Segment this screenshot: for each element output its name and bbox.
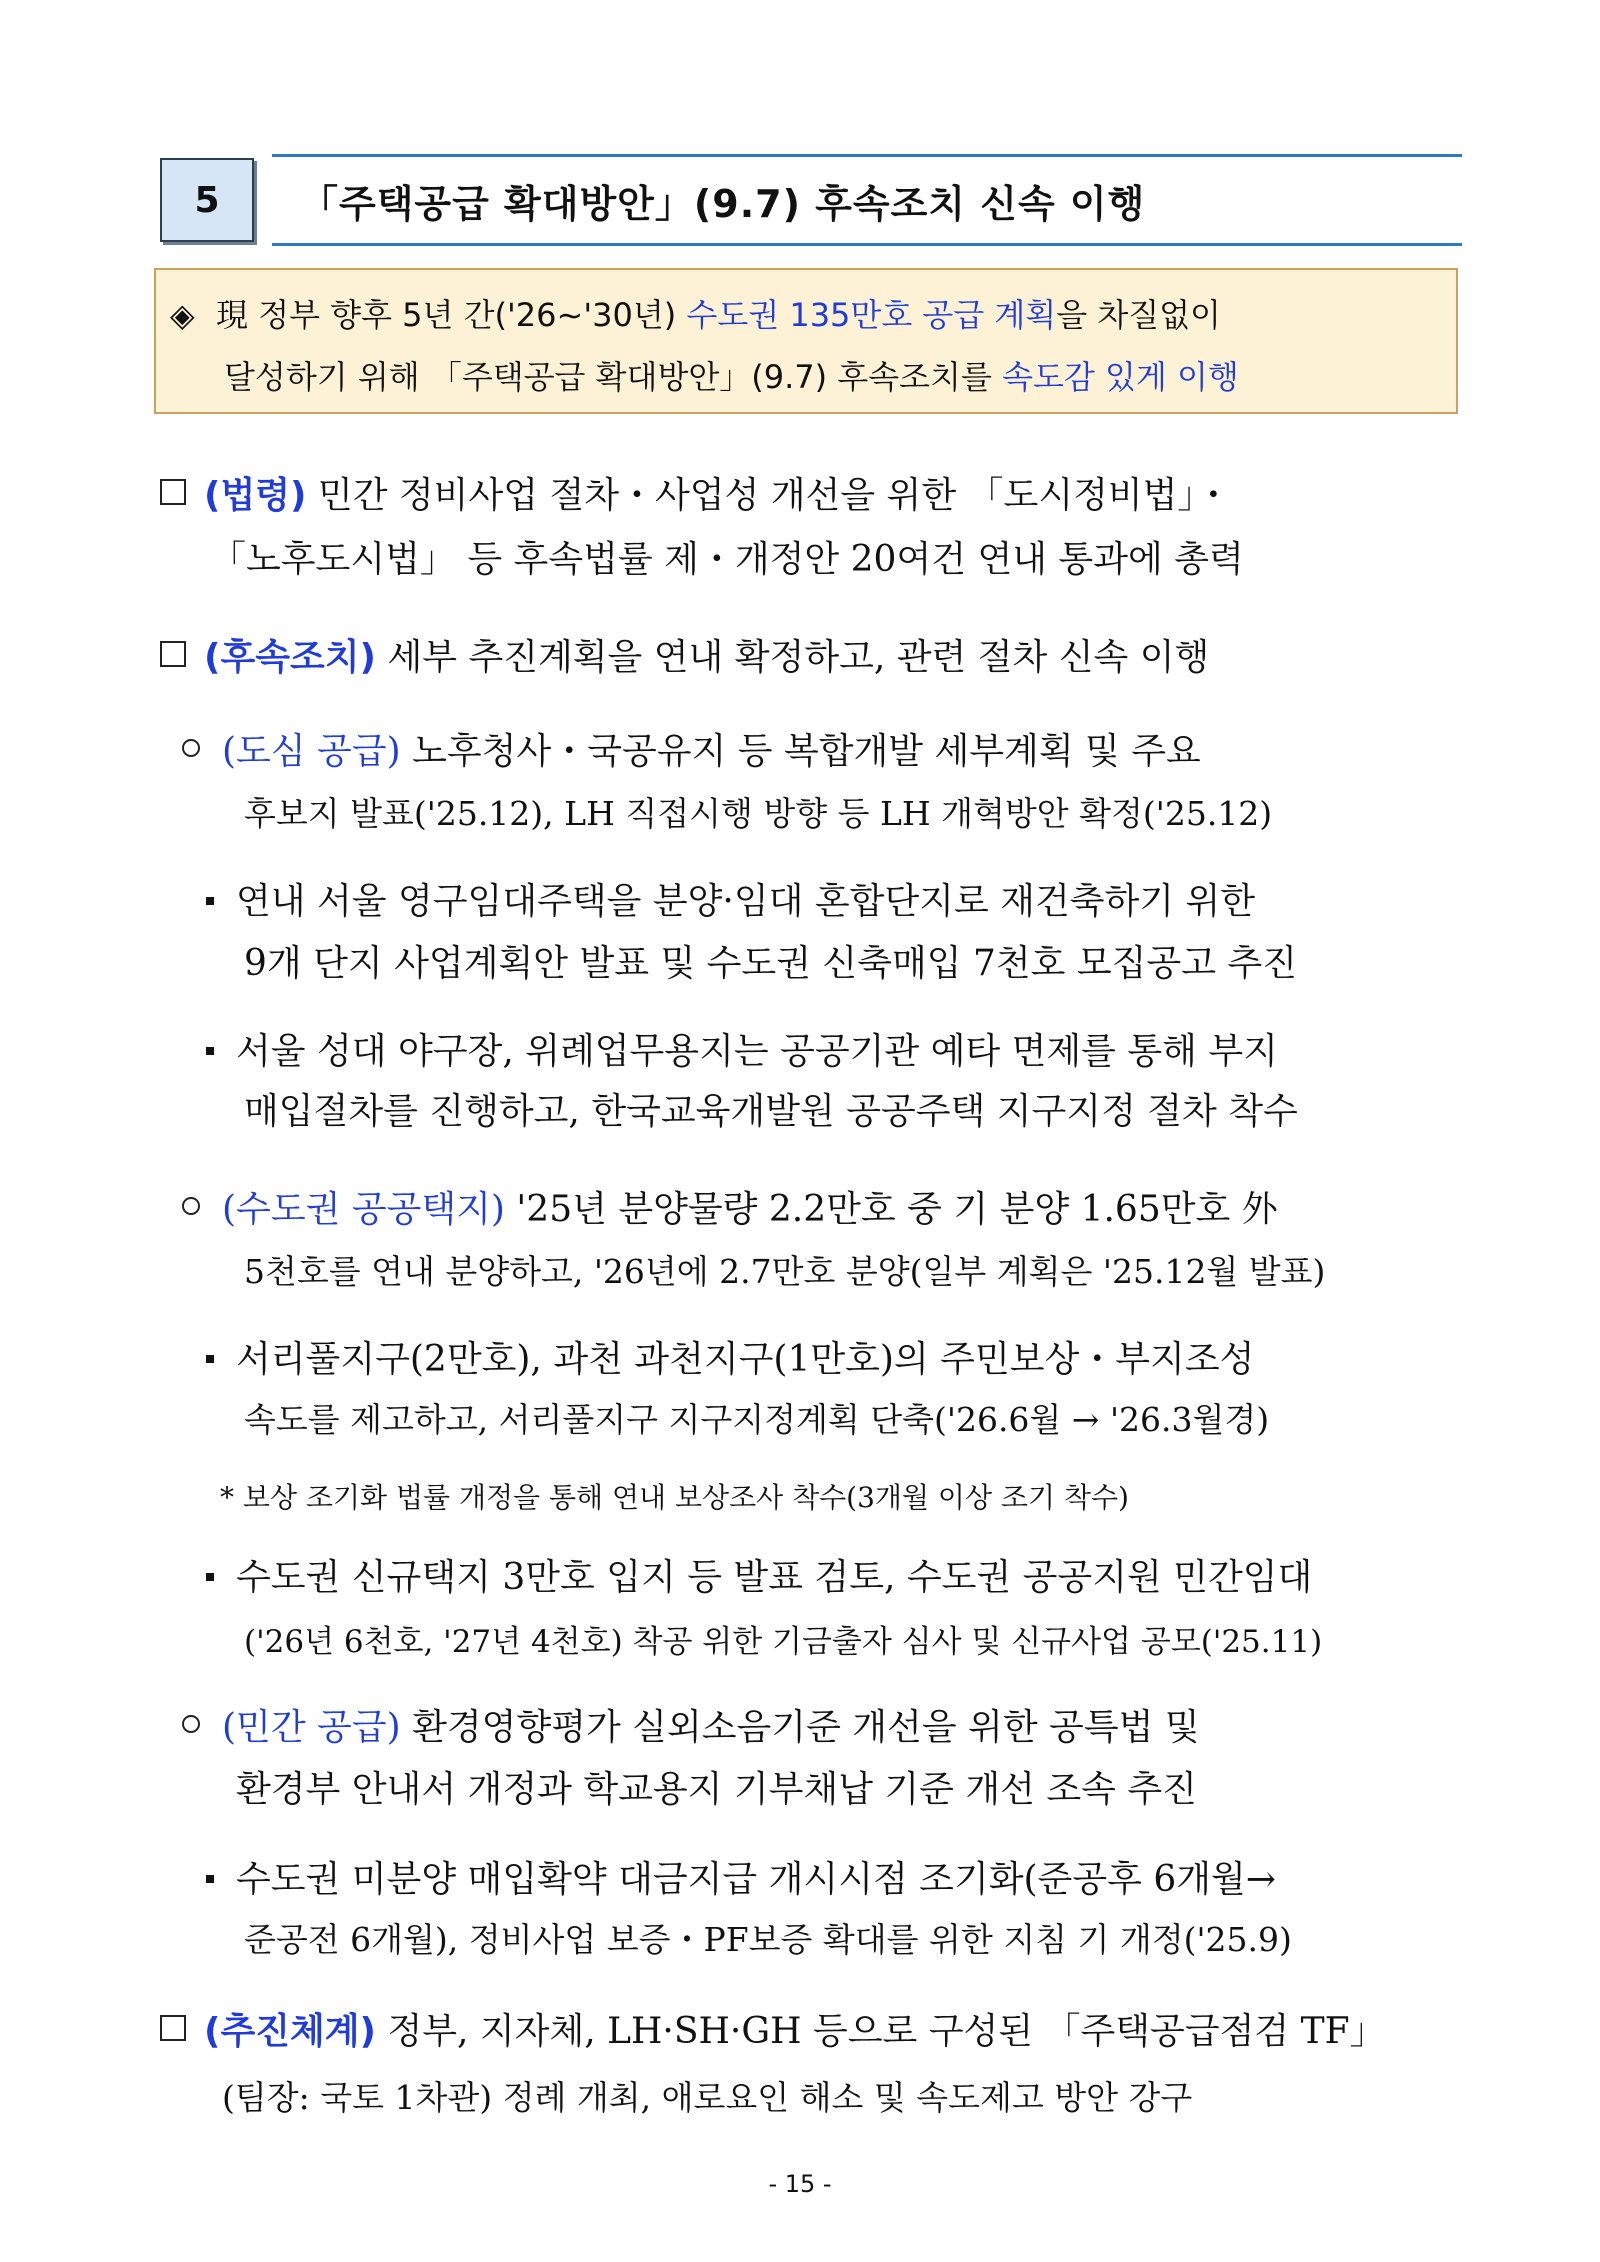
bullet-text: 수도권 신규택지 3만호 입지 등 발표 검토, 수도권 공공지원 민간임대 xyxy=(236,1557,1313,1598)
item-urban-line-2: 후보지 발표('25.12), LH 직접시행 방향 등 LH 개혁방안 확정('25.12) xyxy=(244,794,1273,833)
item-heading: (법령) xyxy=(204,475,307,516)
urban-bullet-1-line-1 xyxy=(206,880,1255,924)
private-bullet-1-line-2: 준공전 6개월), 정비사업 보증・PF보증 확대를 위한 지침 기 개정('25.9) xyxy=(244,1920,1292,1959)
square-dot-icon xyxy=(206,897,214,905)
bullet-text: 서리풀지구(2만호), 과천 과천지구(1만호)의 주민보상・부지조성 xyxy=(236,1339,1255,1380)
square-bullet-icon xyxy=(160,479,186,505)
item-capital-line-1 xyxy=(182,1188,1278,1232)
item-text: 정부, 지자체, LH·SH·GH 등으로 구성된 「주택공급점검 TF」 xyxy=(376,2011,1386,2052)
item-text: 민간 정비사업 절차・사업성 개선을 위한 「도시정비법」・ xyxy=(306,475,1232,516)
bullet-text: 연내 서울 영구임대주택을 분양·임대 혼합단지로 재건축하기 위한 xyxy=(236,881,1256,922)
summary-text: 現 정부 향후 5년 간('26∼'30년) xyxy=(216,296,687,334)
item-capital-line-2: 5천호를 연내 분양하고, '26년에 2.7만호 분양(일부 계획은 '25.12월 발표) xyxy=(244,1252,1326,1291)
urban-bullet-2-line-1 xyxy=(206,1030,1278,1074)
section-number-box xyxy=(160,158,254,242)
square-bullet-icon xyxy=(160,2015,186,2041)
summary-highlight: 수도권 135만호 공급 계획 xyxy=(686,296,1057,334)
section-number: 5 xyxy=(194,179,220,221)
capital-bullet-2-line-1 xyxy=(206,1556,1312,1600)
circle-bullet-icon xyxy=(182,1197,200,1215)
summary-line-1 xyxy=(170,290,1221,336)
item-system-line-2: (팀장: 국토 1차관) 정례 개최, 애로요인 해소 및 속도제고 방안 강구 xyxy=(222,2078,1193,2117)
item-heading: (후속조치) xyxy=(204,637,377,678)
private-bullet-1-line-1 xyxy=(206,1858,1276,1902)
circle-bullet-icon xyxy=(182,739,200,757)
item-text: 세부 추진계획을 연내 확정하고, 관련 절차 신속 이행 xyxy=(376,637,1210,678)
square-dot-icon xyxy=(206,1573,214,1581)
capital-bullet-2-line-2: ('26년 6천호, '27년 4천호) 착공 위한 기금출자 심사 및 신규사업 공모('25.11) xyxy=(244,1624,1323,1660)
circle-bullet-icon xyxy=(182,1715,200,1733)
square-dot-icon xyxy=(206,1875,214,1883)
capital-bullet-1-line-1 xyxy=(206,1338,1254,1382)
urban-bullet-1-line-2: 9개 단지 사업계획안 발표 및 수도권 신축매입 7천호 모집공고 추진 xyxy=(244,943,1297,984)
square-dot-icon xyxy=(206,1355,214,1363)
item-system-line-1 xyxy=(160,2010,1386,2054)
item-urban-line-1 xyxy=(182,730,1201,774)
item-law-line-1 xyxy=(160,474,1231,518)
capital-bullet-1-line-2: 속도를 제고하고, 서리풀지구 지구지정계획 단축('26.6월 → '26.3월경) xyxy=(244,1400,1270,1439)
summary-text: 달성하기 위해 「주택공급 확대방안」(9.7) 후속조치를 xyxy=(224,358,1003,396)
item-heading: (민간 공급) xyxy=(222,1707,401,1748)
item-heading: (수도권 공공택지) xyxy=(222,1189,505,1230)
item-text: 환경영향평가 실외소음기준 개선을 위한 공특법 및 xyxy=(400,1707,1200,1748)
item-heading: (추진체계) xyxy=(204,2011,377,2052)
item-law-line-2: 「노후도시법」 등 후속법률 제・개정안 20여건 연내 통과에 총력 xyxy=(210,539,1244,580)
summary-line-2 xyxy=(224,352,1239,398)
diamond-bullet-icon: ◈ xyxy=(170,296,195,334)
square-bullet-icon xyxy=(160,641,186,667)
bullet-text: 수도권 미분양 매입확약 대금지급 개시시점 조기화(준공후 6개월→ xyxy=(236,1859,1276,1900)
summary-highlight: 속도감 있게 이행 xyxy=(1002,358,1239,396)
capital-footnote: * 보상 조기화 법률 개정을 통해 연내 보상조사 착수(3개월 이상 조기 착수) xyxy=(220,1481,1129,1514)
bullet-text: 서울 성대 야구장, 위례업무용지는 공공기관 예타 면제를 통해 부지 xyxy=(236,1031,1278,1072)
item-private-line-2: 환경부 안내서 개정과 학교용지 기부채납 기준 개선 조속 추진 xyxy=(236,1769,1197,1810)
section-title: 「주택공급 확대방안」(9.7) 후속조치 신속 이행 xyxy=(300,181,1146,226)
item-text: 노후청사・국공유지 등 복합개발 세부계획 및 주요 xyxy=(400,731,1201,772)
item-private-line-1 xyxy=(182,1706,1200,1750)
urban-bullet-2-line-2: 매입절차를 진행하고, 한국교육개발원 공공주택 지구지정 절차 착수 xyxy=(244,1091,1298,1132)
square-dot-icon xyxy=(206,1047,214,1055)
item-heading: (도심 공급) xyxy=(222,731,401,772)
section-title-bar xyxy=(272,154,1462,246)
summary-box xyxy=(154,268,1458,414)
item-follow-line-1 xyxy=(160,636,1209,680)
page-number: - 15 - xyxy=(768,2170,832,2198)
item-text: '25년 분양물량 2.2만호 중 기 분양 1.65만호 外 xyxy=(504,1189,1278,1230)
summary-text: 을 차질없이 xyxy=(1056,296,1221,334)
